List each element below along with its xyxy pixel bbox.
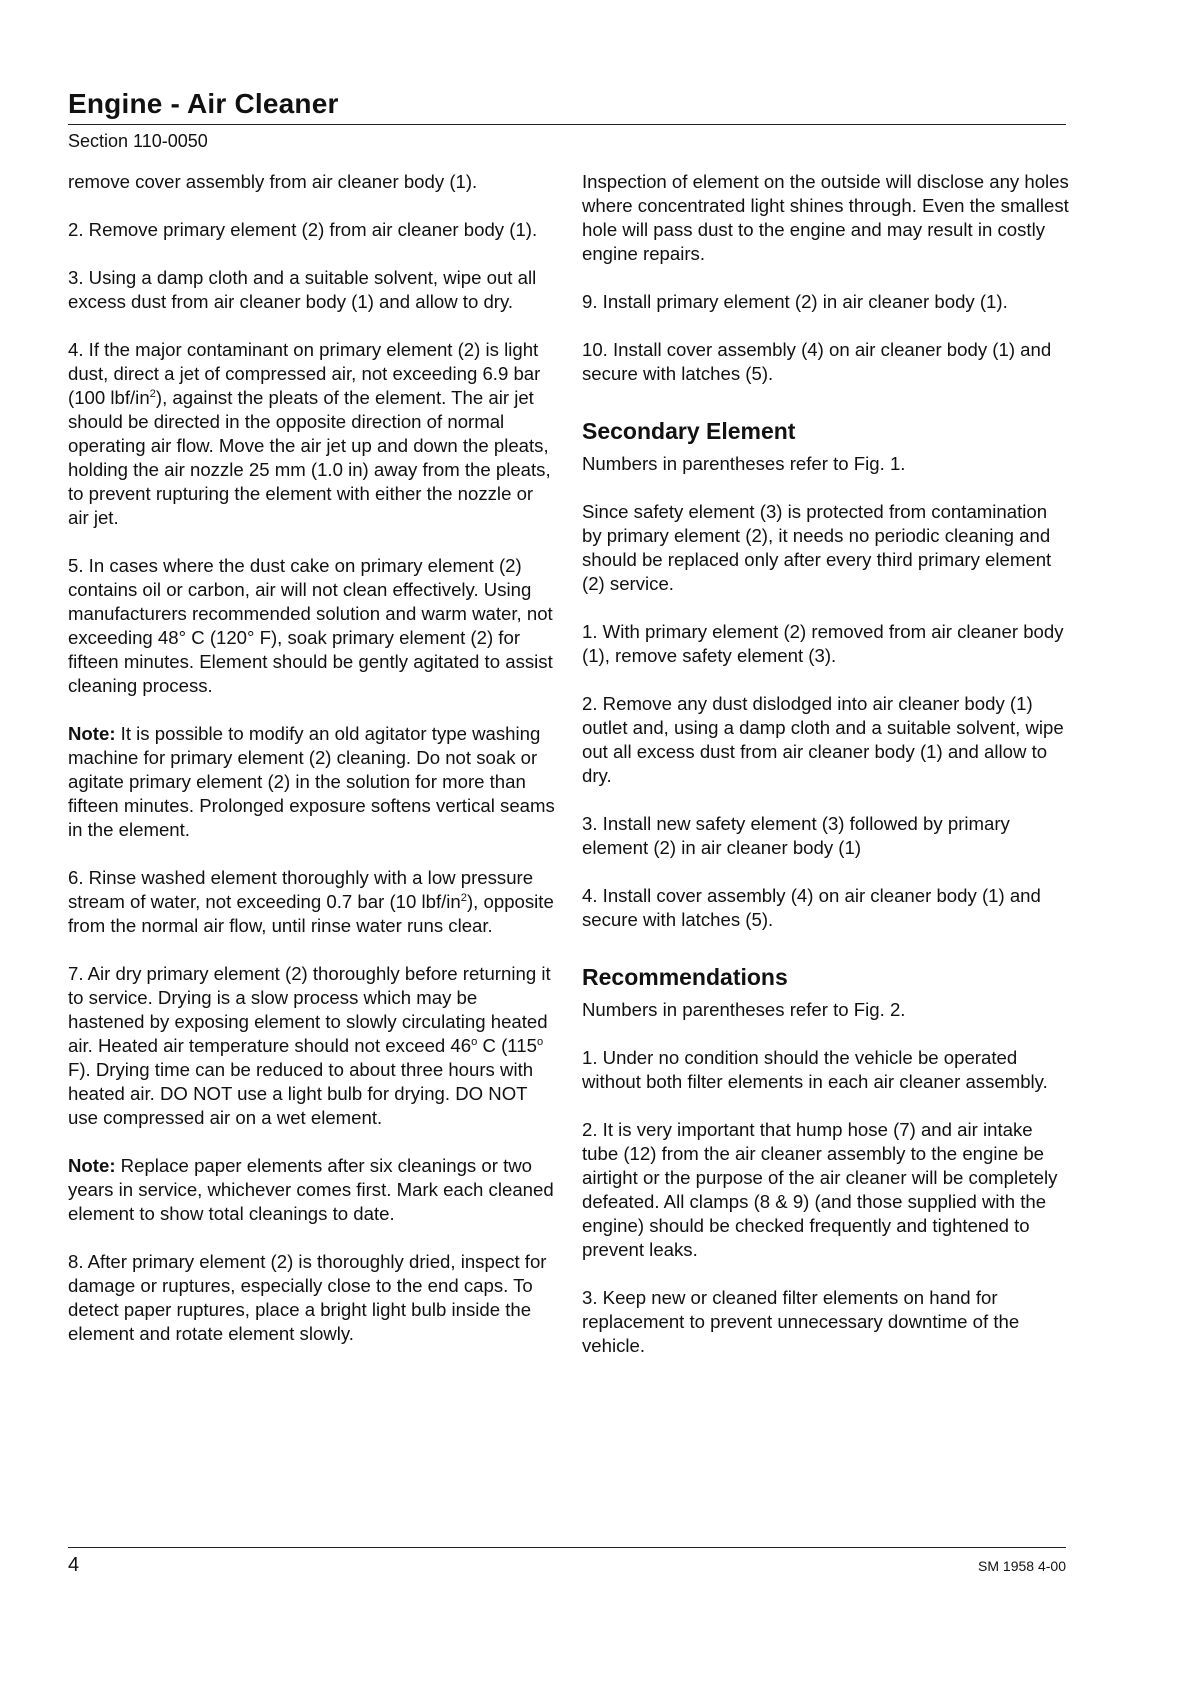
page-title: Engine - Air Cleaner — [68, 90, 1066, 125]
figure-reference: Numbers in parentheses refer to Fig. 2. — [582, 999, 906, 1020]
secondary-element-heading: Secondary Element — [582, 418, 796, 444]
figure-reference: Numbers in parentheses refer to Fig. 1. — [582, 453, 906, 474]
paragraph: 6. Rinse washed element thoroughly with a low pressure stream of water, not exceeding 0.7 bar (10 lbf/$in^2$), opposite from the normal air flow, until rinse water runs clear. — [68, 867, 554, 936]
note-label: Note: — [68, 1155, 116, 1176]
left-column — [68, 170, 558, 1370]
note: Note: It is possible to modify an old agitator type washing machine for primary element (2) cleaning. Do not soak or agitate primary element (2) in the solution for more than fifteen minutes. Prolonged exposure softens vertical seams in the element. — [68, 723, 555, 840]
paragraph: 2. Remove primary element (2) from air cleaner body (1). — [68, 219, 538, 240]
paragraph: 9. Install primary element (2) in air cleaner body (1). — [582, 291, 1008, 312]
right-column — [582, 170, 1070, 1382]
paragraph: Inspection of element on the outside will disclose any holes where concentrated light shines through. Even the smallest hole will pass dust to the engine and may result in costly engine repairs. — [582, 171, 1069, 264]
paragraph: 7. Air dry primary element (2) thoroughly before returning it to service. Drying is a slow process which may be hastened by exposing element to slowly circulating heated air. Heated air temperature should not exceed 46$^o$ C (115$^o$ F). Drying time can be reduced to about three hours with heated air. DO NOT use a light bulb for drying. DO NOT use compressed air on a wet element. — [68, 963, 551, 1128]
page-number: 4 — [68, 1554, 80, 1576]
paragraph: 1. Under no condition should the vehicle be operated without both filter elements in each air cleaner assembly. — [582, 1047, 1048, 1092]
document-code: SM 1958 4-00 — [978, 1558, 1066, 1574]
paragraph: 2. Remove any dust dislodged into air cleaner body (1) outlet and, using a damp cloth and a suitable solvent, wipe out all excess dust from air cleaner body (1) and allow to dry. — [582, 693, 1064, 786]
paragraph: Since safety element (3) is protected from contamination by primary element (2), it needs no periodic cleaning and should be replaced only after every third primary element (2) service. — [582, 501, 1052, 594]
recommendations-heading: Recommendations — [582, 964, 788, 990]
paragraph: 4. Install cover assembly (4) on air cleaner body (1) and secure with latches (5). — [582, 885, 1041, 930]
paragraph: 2. It is very important that hump hose (7) and air intake tube (12) from the air cleaner assembly to the engine be airtight or the purpose of the air cleaner will be completely defeated. All clamps (8 & 9) (and those supplied with the engine) should be checked frequently and tightened to prevent leaks. — [582, 1119, 1058, 1260]
note: Note: Replace paper elements after six cleanings or two years in service, whichever comes first. Mark each cleaned element to show total cleanings to date. — [68, 1155, 554, 1224]
paragraph: 8. After primary element (2) is thoroughly dried, inspect for damage or ruptures, especially close to the end caps. To detect paper ruptures, place a bright light bulb inside the element and rotate element slowly. — [68, 1251, 547, 1344]
paragraph: 3. Install new safety element (3) followed by primary element (2) in air cleaner body (1) — [582, 813, 1010, 858]
page-header — [68, 90, 1066, 152]
paragraph: 4. If the major contaminant on primary element (2) is light dust, direct a jet of compressed air, not exceeding 6.9 bar (100 lbf/$in^2$), against the pleats of the element. The air jet should be directed in the opposite direction of normal operating air flow. Move the air jet up and down the pleats, holding the air nozzle 25 mm (1.0 in) away from the pleats, to prevent rupturing the element with either the nozzle or air jet. — [68, 339, 551, 528]
note-label: Note: — [68, 723, 116, 744]
paragraph: 5. In cases where the dust cake on primary element (2) contains oil or carbon, air will not clean effectively. Using manufacturers recommended solution and warm water, not exceeding 48° C (120° F), soak primary element (2) for fifteen minutes. Element should be gently agitated to assist cleaning process. — [68, 555, 553, 696]
section-number: Section 110-0050 — [68, 131, 208, 151]
paragraph: remove cover assembly from air cleaner body (1). — [68, 171, 478, 192]
paragraph: 1. With primary element (2) removed from air cleaner body (1), remove safety element (3). — [582, 621, 1064, 666]
page-footer — [68, 1547, 1066, 1576]
paragraph: 3. Keep new or cleaned filter elements on hand for replacement to prevent unnecessary downtime of the vehicle. — [582, 1287, 1020, 1356]
paragraph: 10. Install cover assembly (4) on air cleaner body (1) and secure with latches (5). — [582, 339, 1052, 384]
paragraph: 3. Using a damp cloth and a suitable solvent, wipe out all excess dust from air cleaner body (1) and allow to dry. — [68, 267, 537, 312]
